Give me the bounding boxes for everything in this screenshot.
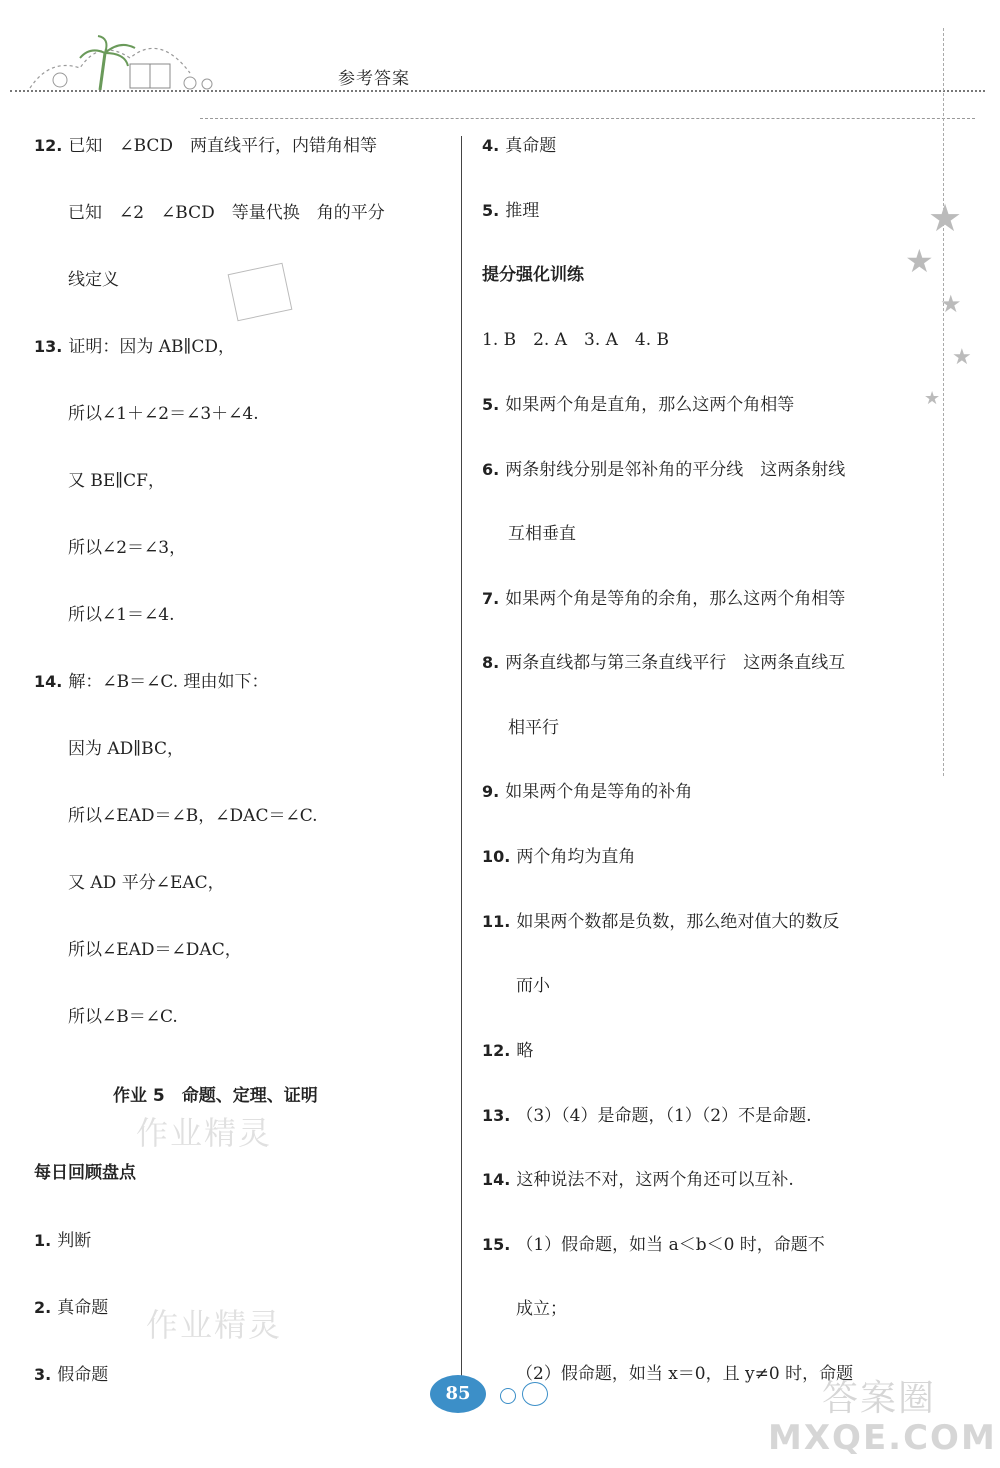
header-divider [10,90,985,92]
left-subheading: 每日回顾盘点 [34,1163,136,1183]
answer-line [516,975,550,997]
answer-line [508,717,559,739]
answer-line [482,1040,533,1062]
answer-text: 推理 [505,201,540,221]
answer-text: 略 [516,1041,534,1061]
answer-text: 所以∠1＋∠2＝∠3＋∠4. [68,404,259,424]
answer-line [34,336,235,358]
answer-line [482,846,635,868]
answer-line [34,1230,91,1252]
stamp-icon [228,263,293,322]
watermark: 作业精灵 [146,1306,283,1344]
answer-text: （1）假命题，如当 a＜b＜0 时，命题不 [516,1235,825,1255]
answer-text: 判断 [57,1231,92,1251]
answer-line [68,738,184,760]
answer-text: 两条直线都与第三条直线平行 这两条直线互 [505,653,846,673]
item-number: 13. [482,1106,511,1125]
answer-line [34,135,377,157]
answer-text: 又 AD 平分∠EAC， [68,873,225,893]
answer-line [68,202,385,224]
item-number: 10. [482,847,511,866]
star-icon: ★ [940,290,962,318]
answer-text: 所以∠EAD＝∠B，∠DAC＝∠C. [68,806,318,826]
answer-line [68,939,242,961]
answer-line [516,1298,567,1320]
answer-text: 真命题 [505,136,557,156]
star-icon: ★ [952,345,972,370]
answer-text: 两个角均为直角 [516,847,636,867]
star-icon: ★ [924,388,941,409]
answer-text: 线定义 [68,270,119,290]
item-number: 12. [482,1041,511,1060]
right-subheading: 提分强化训练 [482,265,584,285]
answer-text: 成立； [516,1299,567,1319]
answer-text: 所以∠EAD＝∠DAC， [68,940,242,960]
answer-text: 如果两个角是等角的补角 [505,782,693,802]
header-divider-secondary [200,118,975,119]
star-icon: ★ [905,242,934,280]
answer-line [516,1363,853,1385]
answer-line [482,911,839,933]
answer-text: 证明：因为 AB∥CD， [68,337,236,357]
answer-line [482,394,794,416]
answer-line [508,523,576,545]
item-number: 11. [482,912,511,931]
header-illustration [10,28,230,94]
answer-text: 假命题 [57,1365,109,1385]
answer-text: 如果两个数都是负数，那么绝对值大的数反 [516,912,840,932]
star-icon: ★ [928,196,963,240]
answer-text: 所以∠1＝∠4. [68,605,175,625]
item-number: 5. [482,201,500,220]
watermark: 作业精灵 [136,1114,273,1152]
item-number: 1. [34,1231,52,1250]
item-number: 3. [34,1365,52,1384]
item-number: 6. [482,460,500,479]
item-number: 12. [34,136,63,155]
answer-line [482,329,669,351]
answer-text: 这种说法不对，这两个角还可以互补. [516,1170,794,1190]
item-number: 5. [482,395,500,414]
page-number: 85 [430,1375,486,1413]
answer-line [68,269,119,291]
item-number: 9. [482,782,500,801]
answer-line [482,135,556,157]
answer-line [68,1006,178,1028]
item-number: 2. [34,1298,52,1317]
decor-circle [522,1382,548,1406]
item-number: 4. [482,136,500,155]
watermark-site: MXQE.COM [768,1418,997,1458]
item-number: 7. [482,589,500,608]
item-number: 13. [34,337,63,356]
answer-line [68,805,318,827]
answer-text: （3）（4）是命题，（1）（2）不是命题. [516,1106,812,1126]
answer-text: 因为 AD∥BC， [68,739,184,759]
watermark-logo: 答案圈 [822,1378,937,1419]
answer-line [34,1297,108,1319]
item-number: 14. [482,1170,511,1189]
answer-text: 又 BE∥CF， [68,471,165,491]
answer-text: 真命题 [57,1298,109,1318]
item-number: 8. [482,653,500,672]
column-divider [461,136,462,1388]
answer-line [68,537,186,559]
answer-text: 两条射线分别是邻补角的平分线 这两条射线 [505,460,846,480]
answer-text: 互相垂直 [508,524,576,544]
answer-line [68,604,175,626]
answer-line [68,872,225,894]
answer-line [34,671,269,693]
answer-line [68,403,259,425]
answer-text: 已知 ∠BCD 两直线平行，内错角相等 [68,136,378,156]
answer-line [482,1105,812,1127]
item-number: 14. [34,672,63,691]
answer-text: 解：∠B＝∠C. 理由如下： [68,672,269,692]
answer-line [482,1169,794,1191]
answer-text: 所以∠B＝∠C. [68,1007,178,1027]
answer-text: 如果两个角是直角，那么这两个角相等 [505,395,795,415]
answer-line [482,652,845,674]
answer-text: （2）假命题，如当 x＝0，且 y≠0 时，命题 [516,1364,854,1384]
answer-text: 已知 ∠2 ∠BCD 等量代换 角的平分 [68,203,385,223]
answer-line [482,588,845,610]
answer-line [482,200,539,222]
answer-line [482,781,692,803]
answer-line [34,1364,108,1386]
answer-line [482,1234,825,1256]
answer-text: 1. B 2. A 3. A 4. B [482,330,670,350]
answer-text: 相平行 [508,718,559,738]
item-number: 15. [482,1235,511,1254]
answer-text: 而小 [516,976,550,996]
answer-line [68,470,165,492]
section-title: 作业 5 命题、定理、证明 [113,1086,318,1106]
answer-line [482,459,845,481]
margin-line [943,28,944,776]
header-title: 参考答案 [338,69,410,89]
answer-text: 所以∠2＝∠3， [68,538,187,558]
answer-text: 如果两个角是等角的余角，那么这两个角相等 [505,589,846,609]
decor-circle [500,1388,516,1404]
